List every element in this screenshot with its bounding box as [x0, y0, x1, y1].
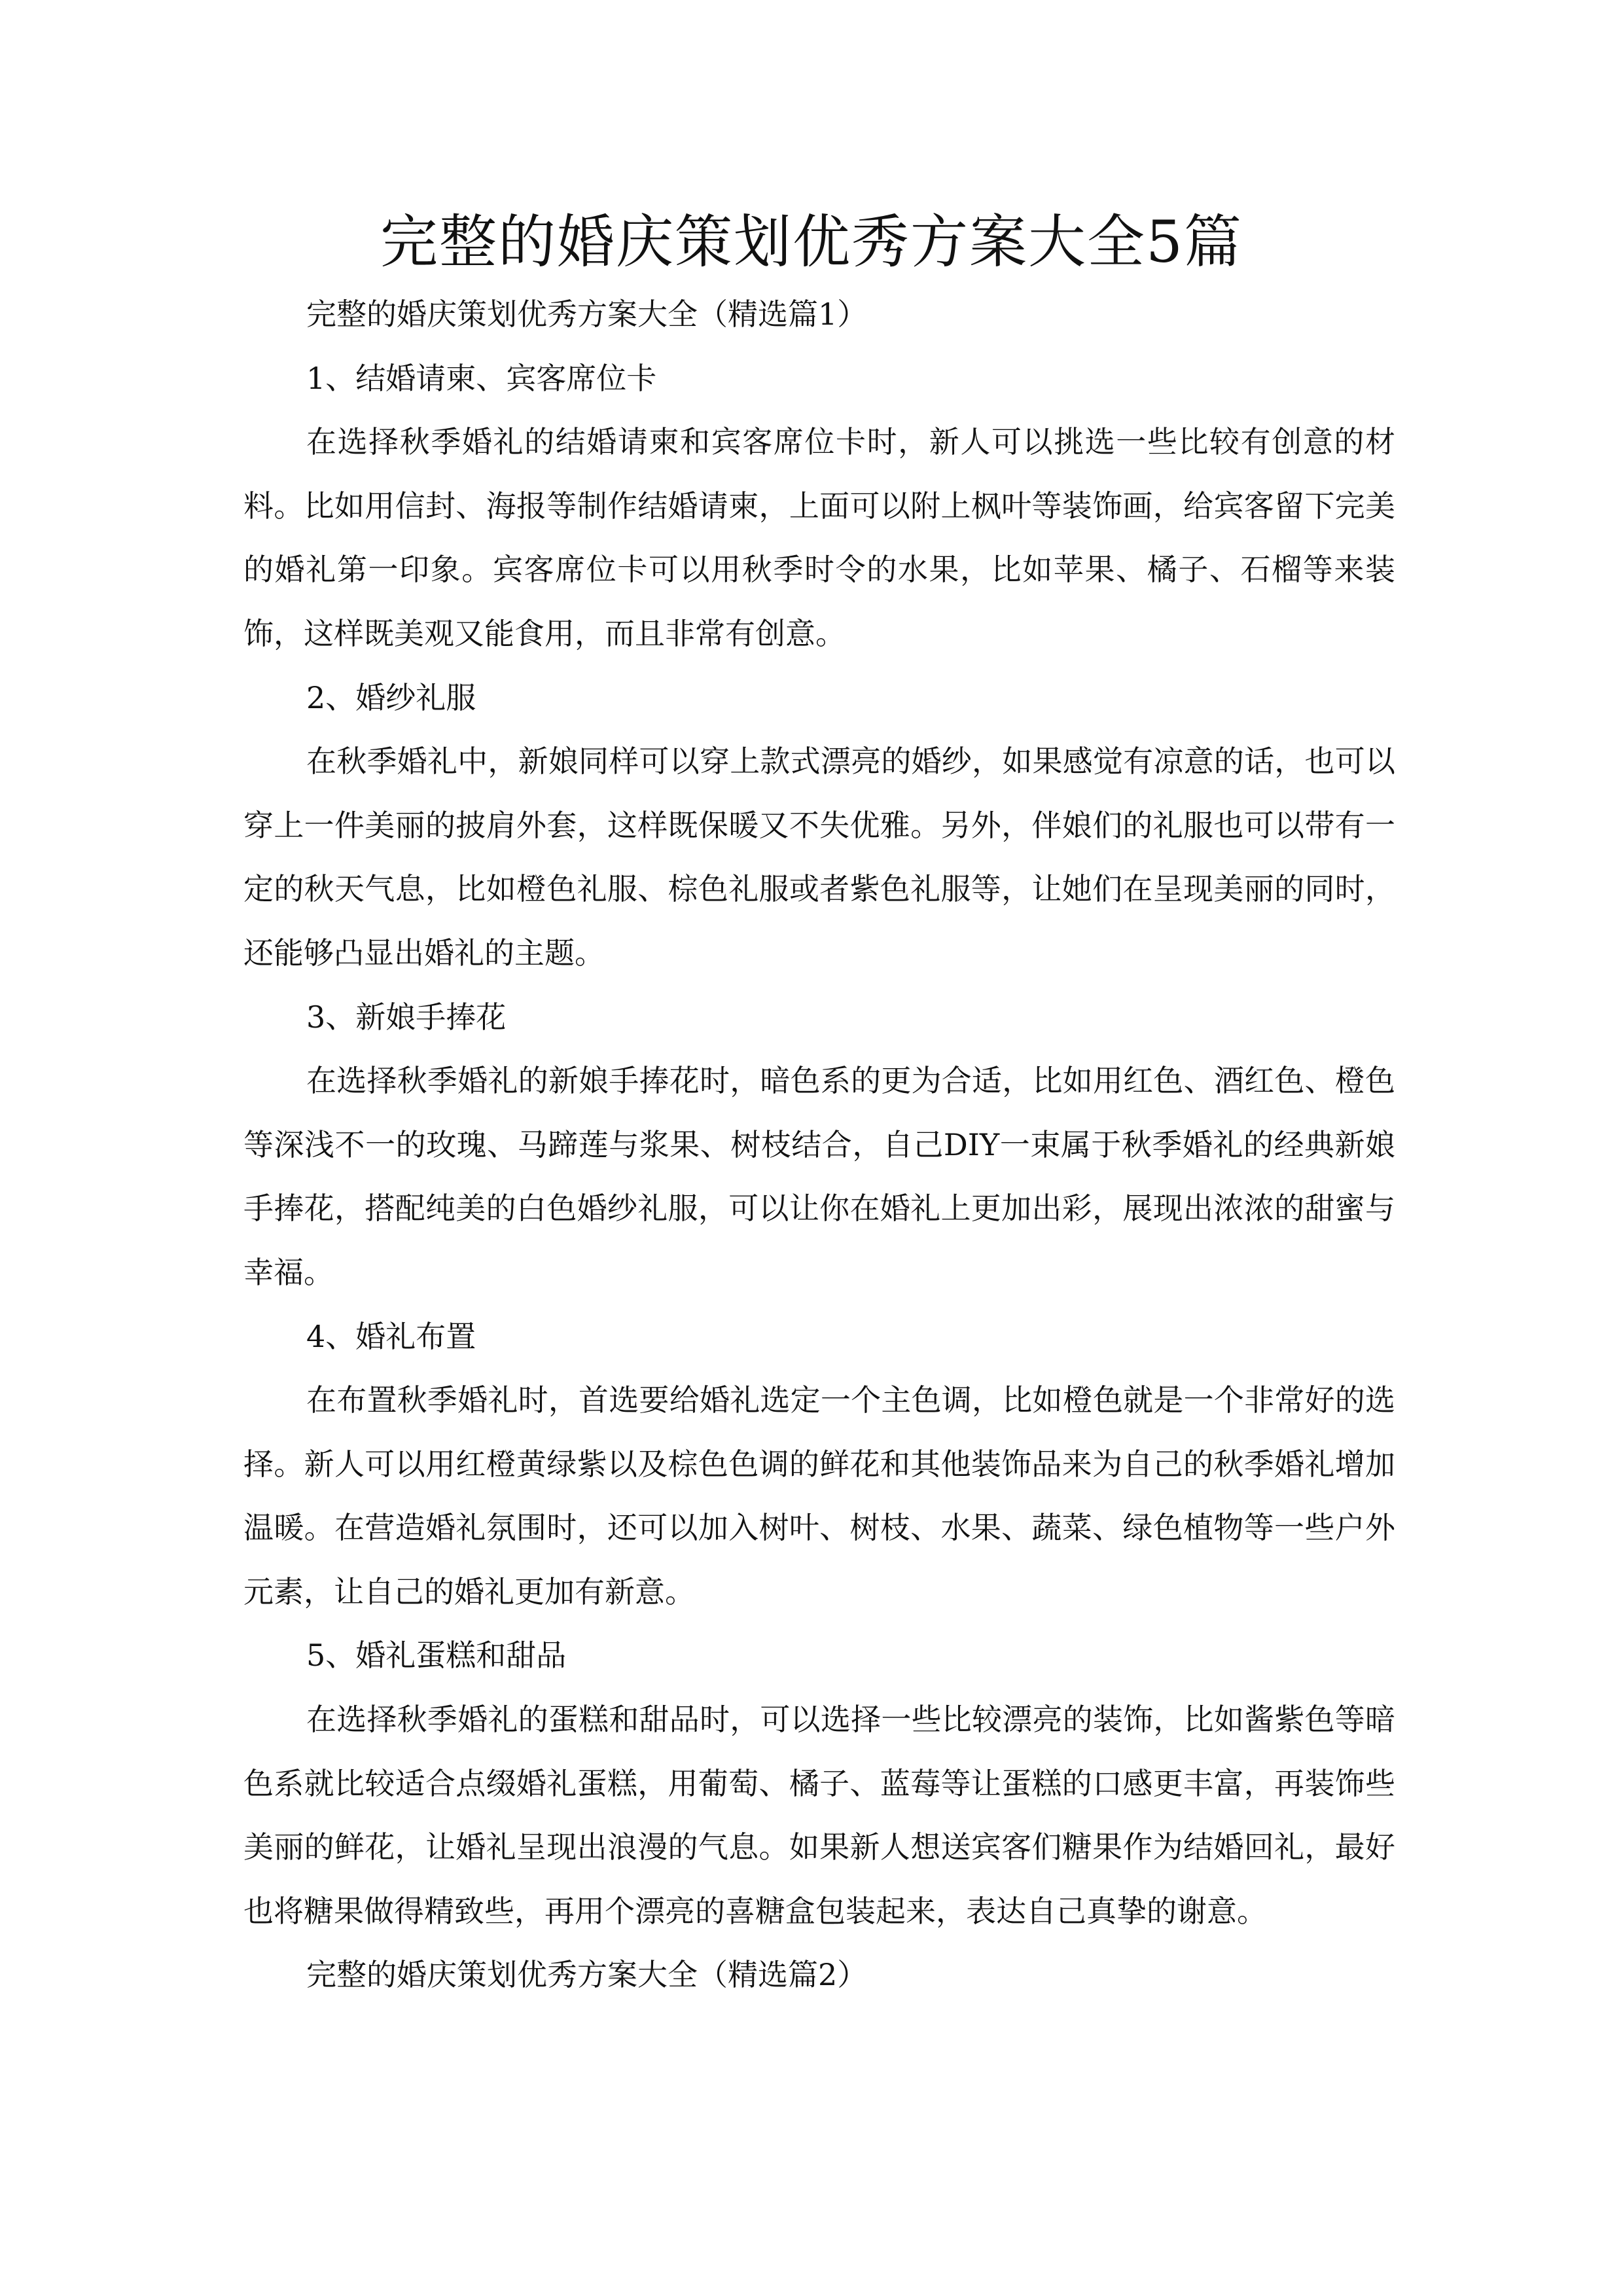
section-heading: 5、婚礼蛋糕和甜品: [306, 1638, 567, 1674]
section-heading: 1、结婚请柬、宾客席位卡: [306, 360, 657, 396]
body-paragraph: 在选择秋季婚礼的结婚请柬和宾客席位卡时，新人可以挑选一些比较有创意的材料。比如用信封、海报等制作结婚请柬，上面可以附上枫叶等装饰画，给宾客留下完美的婚礼第一印象。宾客席位卡可以用秋季时令的水果，比如苹果、橘子、石榴等来装饰，这样既美观又能食用，而且非常有创意。: [243, 424, 1395, 651]
body-paragraph: 在选择秋季婚礼的新娘手捧花时，暗色系的更为合适，比如用红色、酒红色、橙色等深浅不一的玫瑰、马蹄莲与浆果、树枝结合，自己DIY一束属于秋季婚礼的经典新娘手捧花，搭配纯美的白色婚纱礼服，可以让你在婚礼上更加出彩，展现出浓浓的甜蜜与幸福。: [243, 1063, 1395, 1290]
section-heading: 2、婚纱礼服: [306, 679, 476, 715]
body-paragraph: 在布置秋季婚礼时，首选要给婚礼选定一个主色调，比如橙色就是一个非常好的选择。新人可以用红橙黄绿紫以及棕色色调的鲜花和其他装饰品来为自己的秋季婚礼增加温暖。在营造婚礼氛围时，还可以加入树叶、树枝、水果、蔬菜、绿色植物等一些户外元素，让自己的婚礼更加有新意。: [243, 1382, 1395, 1609]
body-paragraph: 在秋季婚礼中，新娘同样可以穿上款式漂亮的婚纱，如果感觉有凉意的话，也可以穿上一件美丽的披肩外套，这样既保暖又不失优雅。另外，伴娘们的礼服也可以带有一定的秋天气息，比如橙色礼服、棕色礼服或者紫色礼服等，让她们在呈现美丽的同时，还能够凸显出婚礼的主题。: [243, 744, 1395, 971]
document-body: [243, 283, 1395, 2007]
section-subtitle: 完整的婚庆策划优秀方案大全（精选篇1）: [306, 296, 868, 332]
section-subtitle: 完整的婚庆策划优秀方案大全（精选篇2）: [306, 1957, 868, 1993]
document-title: 完整的婚庆策划优秀方案大全5篇: [380, 208, 1243, 276]
body-paragraph: 在选择秋季婚礼的蛋糕和甜品时，可以选择一些比较漂亮的装饰，比如酱紫色等暗色系就比较适合点缀婚礼蛋糕，用葡萄、橘子、蓝莓等让蛋糕的口感更丰富，再装饰些美丽的鲜花，让婚礼呈现出浪漫的气息。如果新人想送宾客们糖果作为结婚回礼，最好也将糖果做得精致些，再用个漂亮的喜糖盒包装起来，表达自己真挚的谢意。: [243, 1702, 1395, 1929]
section-heading: 3、新娘手捧花: [306, 999, 507, 1035]
section-heading: 4、婚礼布置: [306, 1318, 476, 1354]
